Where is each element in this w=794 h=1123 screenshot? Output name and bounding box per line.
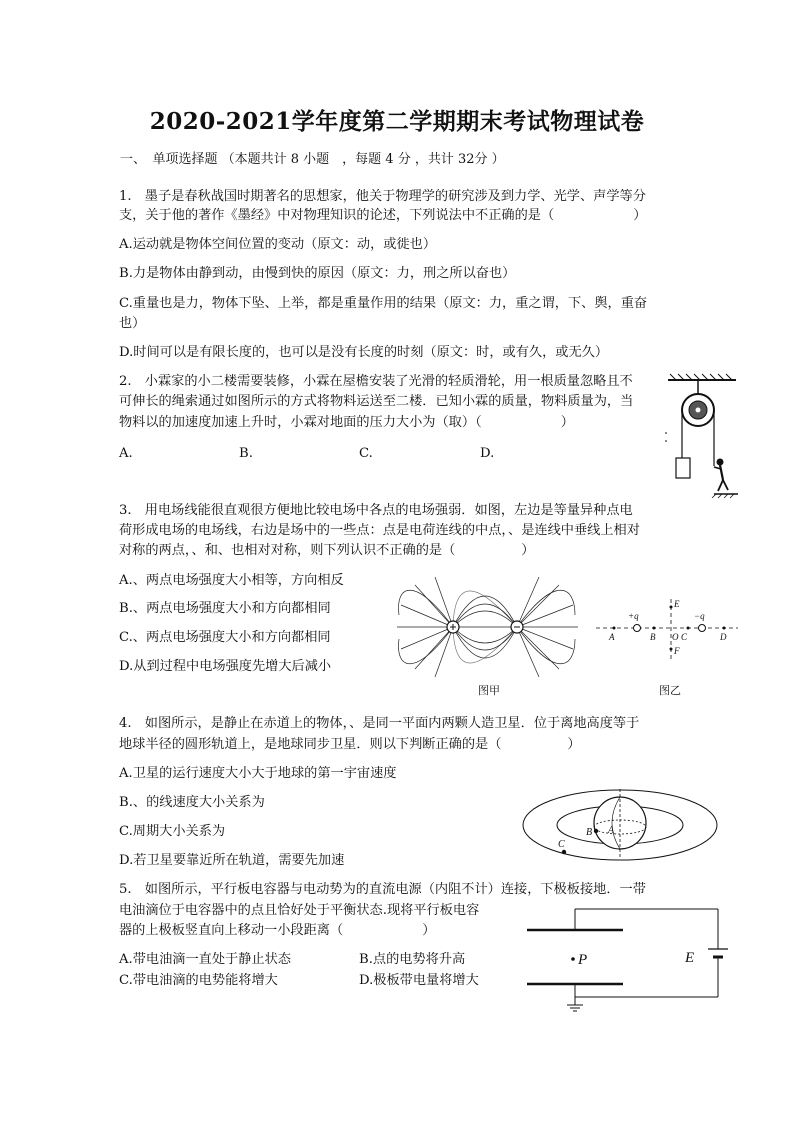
q4-option-b: B.、的线速度大小关系为 xyxy=(119,795,265,810)
q5-stem-line3: 器的上极板竖直向上移动一小段距离（ ） xyxy=(119,923,436,938)
q1-option-b: B.力是物体由静到动，由慢到快的原因（原文：力，刑之所以奋也） xyxy=(119,266,516,281)
figure-yi-caption: 图乙 xyxy=(659,684,681,697)
q3-stem-line1: 3. 用电场线能很直观很方便地比较电场中各点的电场强弱．如图，左边是等量异种点电 xyxy=(119,503,633,518)
point-b-label: B xyxy=(650,632,656,642)
q2-stem-line3: 物料以的加速度加速上升时，小霖对地面的压力大小为（取）（ ） xyxy=(119,415,574,430)
q1-option-d: D.时间可以是有限长度的，也可以是没有长度的时刻（原文：时，或有久，或无久） xyxy=(119,345,609,360)
satellite-b-label: B xyxy=(586,827,593,838)
q4-option-c: C.周期大小关系为 xyxy=(119,824,226,839)
q3-option-b: B.、两点电场强度大小和方向都相同 xyxy=(119,601,331,616)
satellite-a-label: A xyxy=(608,825,615,836)
minus-q-label: −q xyxy=(694,611,705,621)
q5-option-b: B.点的电势将升高 xyxy=(359,952,466,967)
point-f-label: F xyxy=(674,646,680,656)
q3-option-a: A.、两点电场强度大小相等，方向相反 xyxy=(119,573,344,588)
q4-stem-line2: 地球半径的圆形轨道上，是地球同步卫星．则以下判断正确的是（ ） xyxy=(119,737,581,752)
q5-option-a: A.带电油滴一直处于静止状态 xyxy=(119,952,291,967)
q1-option-a: A.运动就是物体空间位置的变动（原文：动，或徙也） xyxy=(119,237,437,252)
orbit-figure xyxy=(520,775,720,865)
point-d-label: D xyxy=(720,632,727,642)
q5-option-c: C.带电油滴的电势能将增大 xyxy=(119,973,278,988)
satellite-c-label: C xyxy=(558,839,565,850)
q5-stem-line2: 电油滴位于电容器中的点且恰好处于平衡状态.现将平行板电容 xyxy=(119,903,480,918)
q3-option-d: D.从到过程中电场强度先增大后减小 xyxy=(119,659,332,674)
point-c-label: C xyxy=(681,632,688,642)
point-a-label: A xyxy=(609,632,615,642)
capacitor-circuit-figure xyxy=(525,905,740,1015)
q4-stem-line1: 4. 如图所示，是静止在赤道上的物体，、是同一平面内两颗人造卫星．位于离地高度等于 xyxy=(119,716,640,731)
q2-stem-line1: 2. 小霖家的小二楼需要装修，小霖在屋檐安装了光滑的轻质滑轮，用一根质量忽略且不 xyxy=(119,374,633,389)
q4-option-a: A.卫星的运行速度大小大于地球的第一宇宙速度 xyxy=(119,766,397,781)
section-heading: 一、 单项选择题 （本题共计 8 小题 ，每题 4 分 ，共计 32分 ） xyxy=(120,152,505,167)
q2-option-c: C. xyxy=(359,446,373,461)
pulley-figure xyxy=(660,372,740,502)
point-e-label: E xyxy=(674,599,680,609)
point-o-label: O xyxy=(672,632,679,642)
q4-option-d: D.若卫星要靠近所在轨道，需要先加速 xyxy=(119,853,345,868)
q2-stem-line2: 可伸长的绳索通过如图所示的方式将物料运送至二楼．已知小霖的质量，物料质量为，当 xyxy=(119,394,634,409)
emf-e-label: E xyxy=(685,950,695,966)
points-figure xyxy=(592,595,742,665)
q1-stem-line1: 1. 墨子是春秋战国时期著名的思想家，他关于物理学的研究涉及到力学、光学、声学等分 xyxy=(119,189,646,204)
q3-stem-line2: 荷形成电场的电场线，右边是场中的一些点：点是电荷连线的中点，、是连线中垂线上相对 xyxy=(119,523,640,538)
q1-option-c-line1: C.重量也是力，物体下坠、上举，都是重量作用的结果（原文：力，重之谓，下、舆，重奋 xyxy=(119,296,648,311)
q3-stem-line3: 对称的两点，、和、也相对对称，则下列认识不正确的是（ ） xyxy=(119,543,535,558)
figure-jia-caption: 图甲 xyxy=(478,684,500,697)
field-lines-figure xyxy=(395,575,580,680)
q3-option-c: C.、两点电场强度大小和方向都相同 xyxy=(119,630,331,645)
q5-option-d: D.极板带电量将增大 xyxy=(359,973,479,988)
q1-stem-line2: 支，关于他的著作《墨经》中对物理知识的论述，下列说法中不正确的是（ ） xyxy=(119,208,647,223)
q1-option-c-line2: 也） xyxy=(119,316,146,331)
q2-option-a: A. xyxy=(119,446,133,461)
q5-stem-line1: 5. 如图所示，平行板电容器与电动势为的直流电源（内阻不计）连接，下极板接地．一带 xyxy=(119,882,646,897)
q2-option-b: B. xyxy=(239,446,253,461)
q2-option-d: D. xyxy=(480,446,495,461)
page-title: 2020-2021学年度第二学期期末考试物理试卷 xyxy=(149,108,645,135)
point-p-label: P xyxy=(578,952,588,968)
plus-q-label: +q xyxy=(628,611,639,621)
